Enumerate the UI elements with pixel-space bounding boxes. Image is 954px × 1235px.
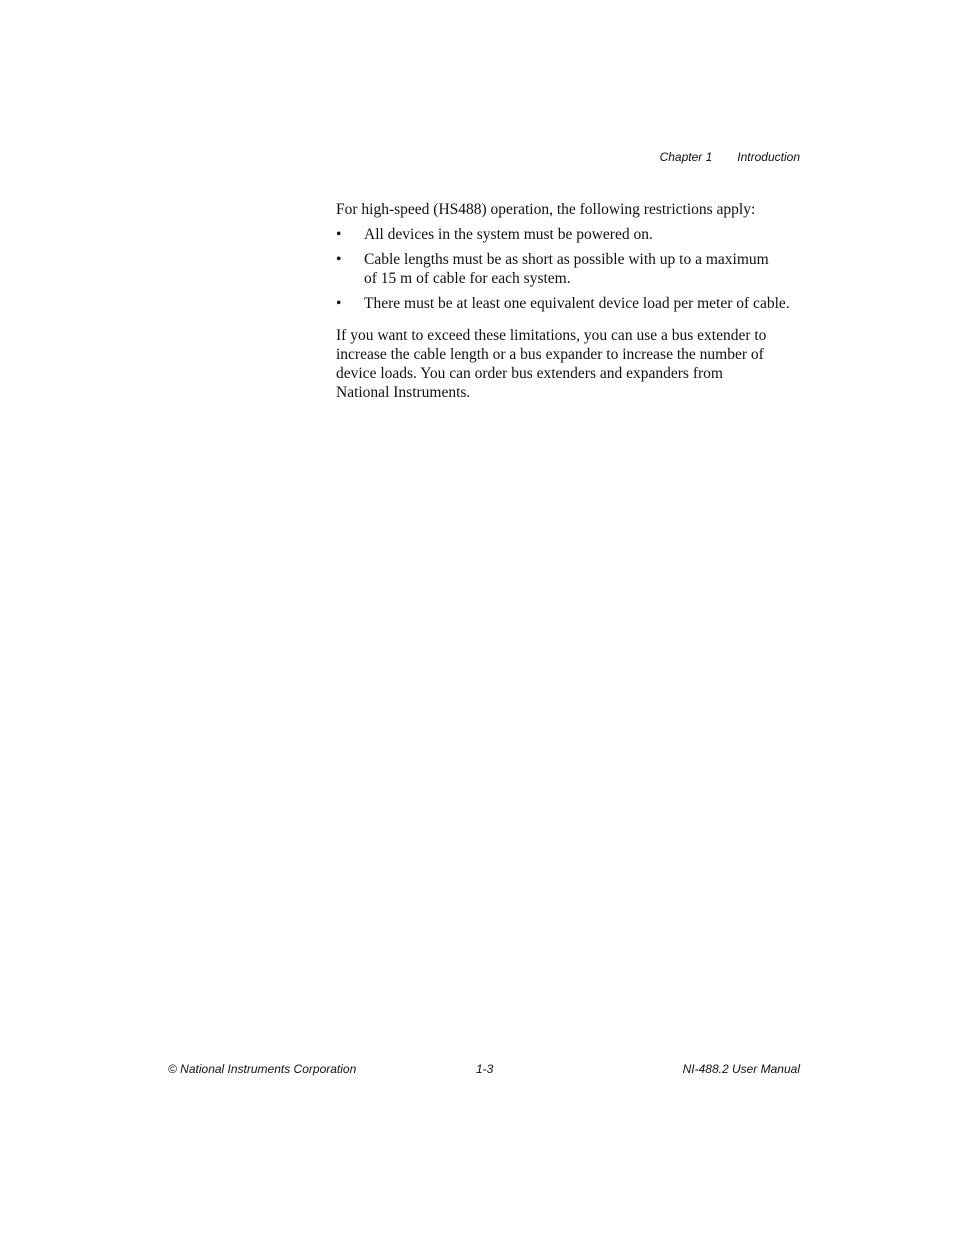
section-title: Introduction: [737, 150, 800, 164]
chapter-label: Chapter 1: [659, 150, 713, 164]
page-number: 1-3: [476, 1062, 494, 1076]
list-item: [336, 250, 784, 288]
copyright-text: © National Instruments Corporation: [168, 1062, 357, 1076]
restrictions-list: [336, 225, 806, 313]
list-item-text: Cable lengths must be as short as possible with up to a maximum of 15 m of cable for each system.: [364, 251, 769, 287]
list-item-text: All devices in the system must be powered on.: [364, 226, 653, 243]
closing-paragraph: If you want to exceed these limitations, you can use a bus extender to increase the cable length or a bus expander to increase the number of device loads. You can order bus extenders and expanders from National Instruments.: [336, 327, 767, 401]
bullet-icon: •: [336, 226, 342, 243]
bullet-icon: •: [336, 295, 342, 312]
running-footer: [168, 1062, 800, 1078]
list-item-text: There must be at least one equivalent device load per meter of cable.: [364, 295, 790, 312]
list-item: [336, 225, 806, 244]
manual-title: NI-488.2 User Manual: [682, 1062, 800, 1076]
main-content: [336, 200, 806, 402]
bullet-icon: •: [336, 251, 342, 268]
intro-paragraph: For high-speed (HS488) operation, the following restrictions apply:: [336, 201, 756, 218]
running-header: [660, 150, 800, 164]
list-item: [336, 294, 806, 313]
